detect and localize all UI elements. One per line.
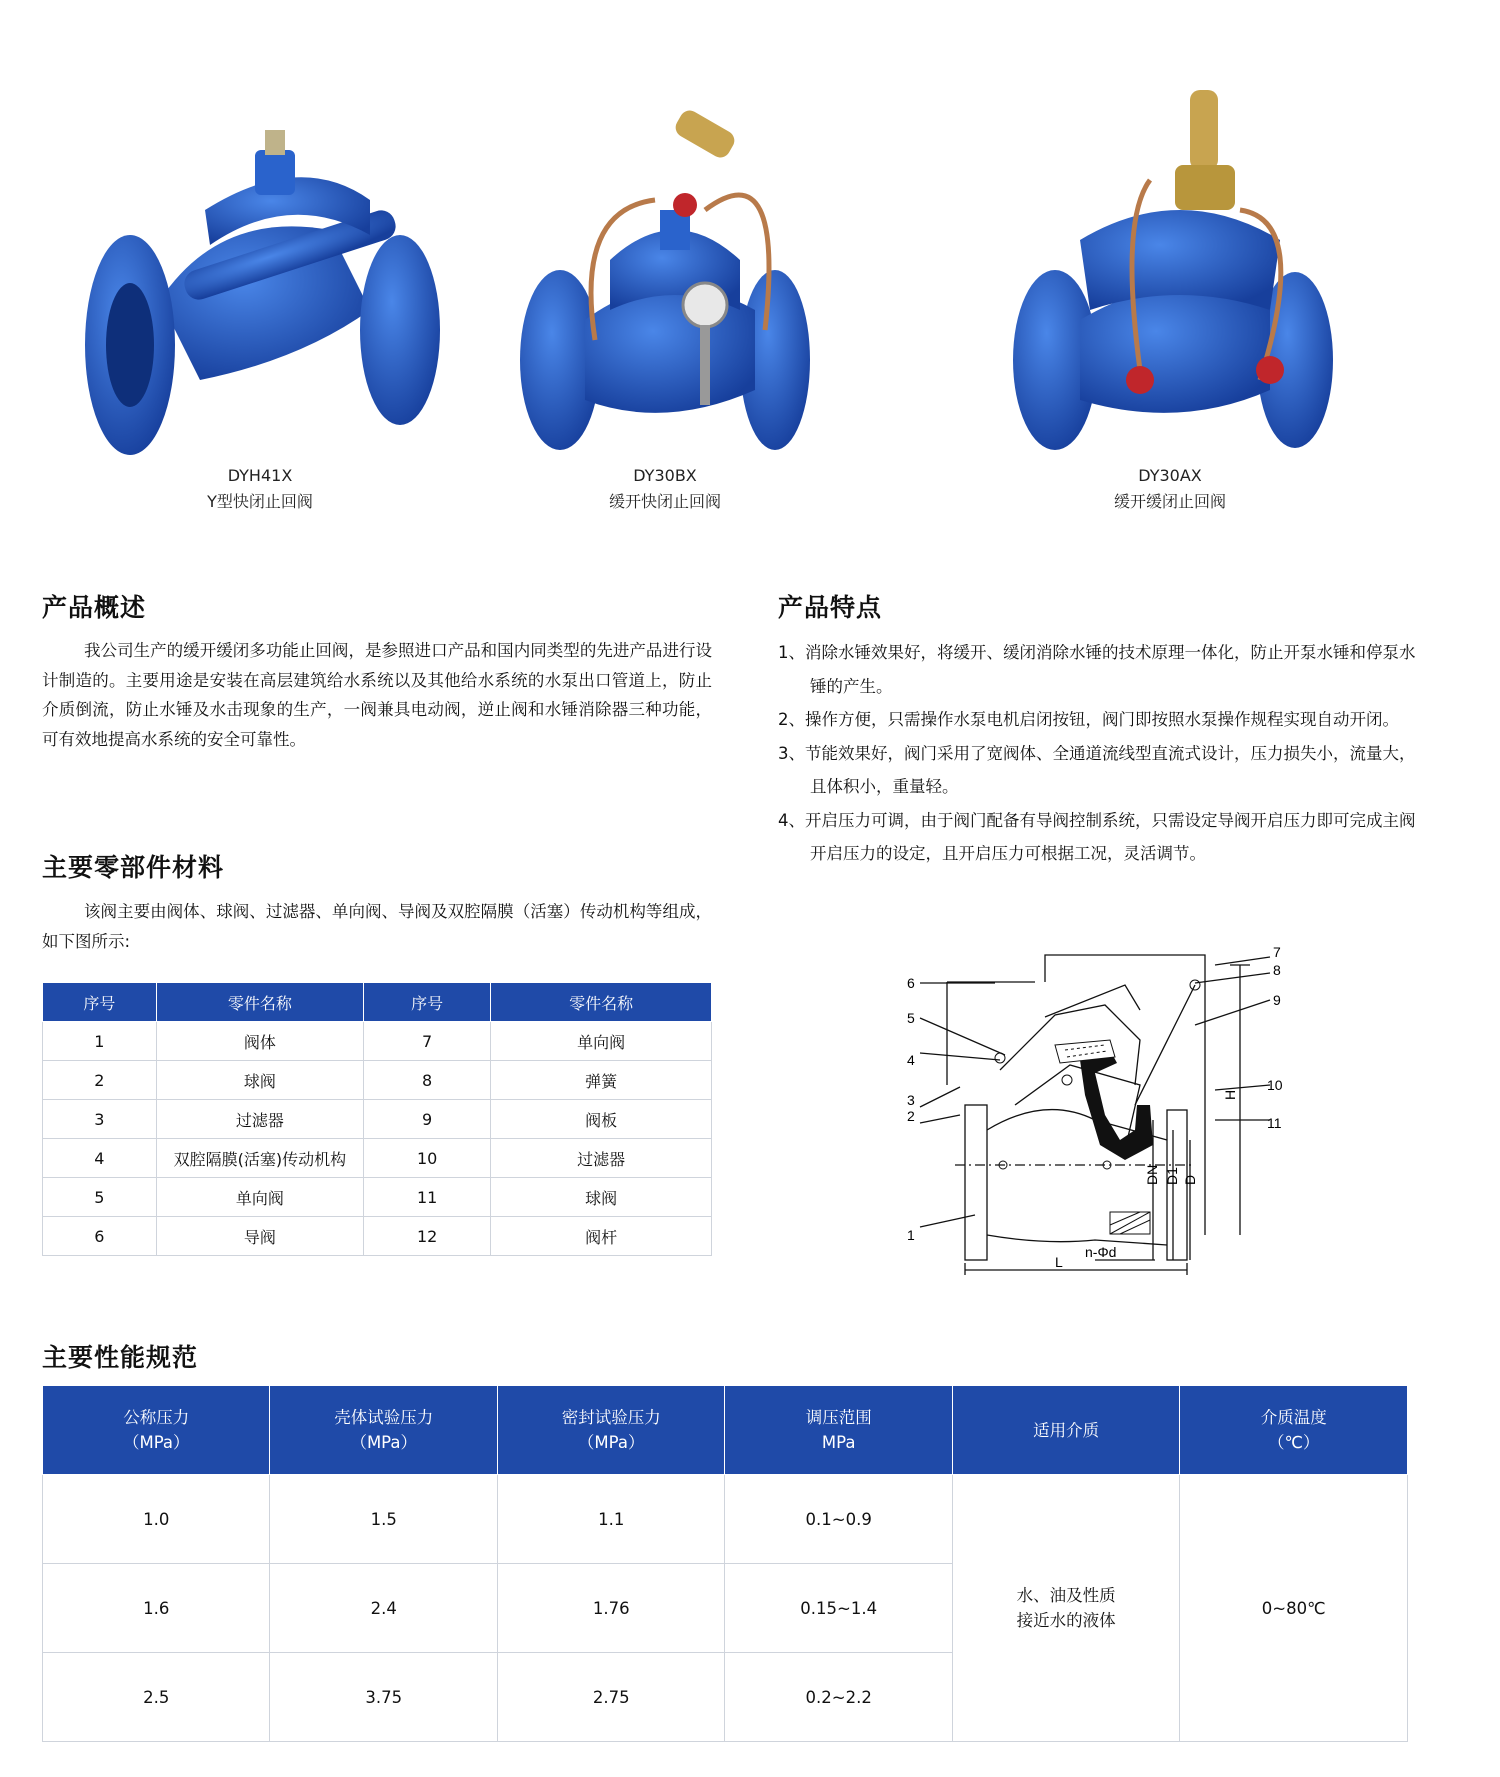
table-cell: 8 (364, 1061, 491, 1100)
table-row (43, 1139, 712, 1178)
diagram-label-2: 2 (907, 1108, 915, 1124)
spec-header-row (43, 1386, 1408, 1475)
table-cell: 单向阀 (491, 1022, 712, 1061)
table-cell: 球阀 (491, 1178, 712, 1217)
table-cell: 1.76 (497, 1564, 724, 1653)
table-cell: 0.1~0.9 (725, 1475, 952, 1564)
spec-header-line: 密封试验压力 (561, 1408, 661, 1427)
spec-header-unit: （MPa） (577, 1433, 645, 1452)
spec-header-unit: MPa (821, 1433, 856, 1452)
table-cell: 1.1 (497, 1475, 724, 1564)
diagram-label-10: 10 (1267, 1077, 1283, 1093)
features-title: 产品特点 (778, 593, 883, 622)
table-cell: 阀板 (491, 1100, 712, 1139)
diagram-label-dn: DN (1144, 1164, 1160, 1185)
table-cell: 2 (43, 1061, 157, 1100)
parts-header-row (43, 983, 712, 1022)
table-cell: 弹簧 (491, 1061, 712, 1100)
table-cell: 1.6 (43, 1564, 270, 1653)
spec-header-line: 壳体试验压力 (334, 1408, 434, 1427)
table-cell: 3 (43, 1100, 157, 1139)
valve-section-diagram (895, 945, 1315, 1275)
table-cell: 12 (364, 1217, 491, 1256)
diagram-label-l: L (1055, 1254, 1063, 1270)
table-cell: 4 (43, 1139, 157, 1178)
materials-title: 主要零部件材料 (42, 853, 225, 882)
spec-header-cell (725, 1386, 952, 1475)
table-cell: 阀杆 (491, 1217, 712, 1256)
parts-header-cell: 零件名称 (156, 983, 363, 1022)
diagram-label-3: 3 (907, 1092, 915, 1108)
table-cell: 双腔隔膜(活塞)传动机构 (156, 1139, 363, 1178)
spec-header-line: 公称压力 (123, 1408, 190, 1427)
table-cell: 过滤器 (156, 1100, 363, 1139)
product-dyh41x (50, 60, 470, 512)
product-dy30ax (960, 60, 1380, 512)
feature-item: 2、操作方便，只需操作水泵电机启闭按钮，阀门即按照水泵操作规程实现自动开闭。 (778, 710, 1399, 729)
spec-header-line: 调压范围 (805, 1408, 872, 1427)
table-cell: 球阀 (156, 1061, 363, 1100)
diagram-label-d: D (1182, 1174, 1198, 1185)
diagram-label-1: 1 (907, 1227, 915, 1243)
product-model: DY30BX (633, 466, 697, 485)
spec-header-cell (270, 1386, 497, 1475)
diagram-label-n-phi-d: n-Φd (1085, 1244, 1117, 1260)
table-cell: 3.75 (270, 1653, 497, 1742)
table-cell: 1.5 (270, 1475, 497, 1564)
spec-header-unit: （℃） (1267, 1433, 1320, 1452)
materials-paragraph: 该阀主要由阀体、球阀、过滤器、单向阀、导阀及双腔隔膜（活塞）传动机构等组成，如下图所示: (42, 902, 712, 951)
table-cell: 2.75 (497, 1653, 724, 1742)
spec-title: 主要性能规范 (42, 1343, 199, 1372)
valve-dy30ax-image (980, 60, 1360, 460)
product-name: 缓开缓闭止回阀 (1113, 492, 1226, 511)
table-cell: 2.4 (270, 1564, 497, 1653)
spec-header-cell (1180, 1386, 1408, 1475)
medium-line: 接近水的液体 (1016, 1611, 1116, 1630)
product-model: DY30AX (1138, 466, 1202, 485)
temperature-cell: 0~80℃ (1180, 1475, 1408, 1742)
table-cell: 单向阀 (156, 1178, 363, 1217)
parts-header-cell: 零件名称 (491, 983, 712, 1022)
overview-title: 产品概述 (42, 593, 147, 622)
table-cell: 5 (43, 1178, 157, 1217)
materials-text (42, 897, 712, 956)
table-cell: 0.2~2.2 (725, 1653, 952, 1742)
table-row (43, 1178, 712, 1217)
spec-header-cell (952, 1386, 1179, 1475)
table-row (43, 1100, 712, 1139)
spec-header-unit: （MPa） (350, 1433, 417, 1452)
diagram-label-d1: D1 (1164, 1167, 1180, 1185)
diagram-label-8: 8 (1273, 962, 1281, 978)
valve-dy30bx-image (475, 60, 855, 460)
valve-disc-shape (1080, 1050, 1153, 1160)
diagram-label-7: 7 (1273, 945, 1281, 960)
valve-dyh41x-image (70, 60, 450, 460)
diagram-label-4: 4 (907, 1052, 915, 1068)
spec-header-unit: （MPa） (122, 1433, 190, 1452)
medium-cell (952, 1475, 1179, 1742)
spec-header-cell (497, 1386, 724, 1475)
table-cell: 过滤器 (491, 1139, 712, 1178)
diagram-label-6: 6 (907, 975, 915, 991)
parts-header-cell: 序号 (43, 983, 157, 1022)
table-cell: 阀体 (156, 1022, 363, 1061)
diagram-label-9: 9 (1273, 992, 1281, 1008)
overview-text (42, 636, 712, 754)
product-model: DYH41X (227, 466, 293, 485)
diagram-label-11: 11 (1267, 1115, 1282, 1131)
product-name: 缓开快闭止回阀 (608, 492, 721, 511)
table-row (43, 1217, 712, 1256)
product-dy30bx (455, 60, 875, 512)
table-cell: 7 (364, 1022, 491, 1061)
features-list (778, 636, 1418, 871)
feature-item: 1、消除水锤效果好，将缓开、缓闭消除水锤的技术原理一体化，防止开泵水锤和停泵水锤的产生。 (778, 643, 1416, 696)
product-name: Y型快闭止回阀 (207, 492, 313, 511)
table-row (43, 1475, 1408, 1564)
table-cell: 6 (43, 1217, 157, 1256)
medium-line: 水、油及性质 (1016, 1586, 1116, 1605)
table-cell: 2.5 (43, 1653, 270, 1742)
parts-table (42, 982, 712, 1256)
spec-header-line: 适用介质 (1033, 1420, 1100, 1440)
feature-item: 4、开启压力可调，由于阀门配备有导阀控制系统，只需设定导阀开启压力即可完成主阀开启压力的设定，且开启压力可根据工况，灵活调节。 (778, 810, 1416, 863)
table-cell: 10 (364, 1139, 491, 1178)
table-cell: 1 (43, 1022, 157, 1061)
feature-item: 3、节能效果好，阀门采用了宽阀体、全通道流线型直流式设计，压力损失小，流量大，且体积小，重量轻。 (778, 743, 1416, 796)
diagram-label-h: H (1222, 1089, 1238, 1100)
spec-header-cell (43, 1386, 270, 1475)
table-row (43, 1022, 712, 1061)
parts-header-cell: 序号 (364, 983, 491, 1022)
overview-paragraph: 我公司生产的缓开缓闭多功能止回阀，是参照进口产品和国内同类型的先进产品进行设计制造的。主要用途是安装在高层建筑给水系统以及其他给水系统的水泵出口管道上，防止介质倒流，防止水锤及水击现象的生产，一阀兼具电动阀，逆止阀和水锤消除器三种功能，可有效地提高水系统的安全可靠性。 (42, 641, 712, 749)
table-cell: 9 (364, 1100, 491, 1139)
table-cell: 0.15~1.4 (725, 1564, 952, 1653)
diagram-label-5: 5 (907, 1010, 915, 1026)
table-cell: 1.0 (43, 1475, 270, 1564)
table-cell: 11 (364, 1178, 491, 1217)
spec-table (42, 1385, 1408, 1742)
table-row (43, 1061, 712, 1100)
table-cell: 导阀 (156, 1217, 363, 1256)
spec-header-line: 介质温度 (1260, 1408, 1327, 1427)
